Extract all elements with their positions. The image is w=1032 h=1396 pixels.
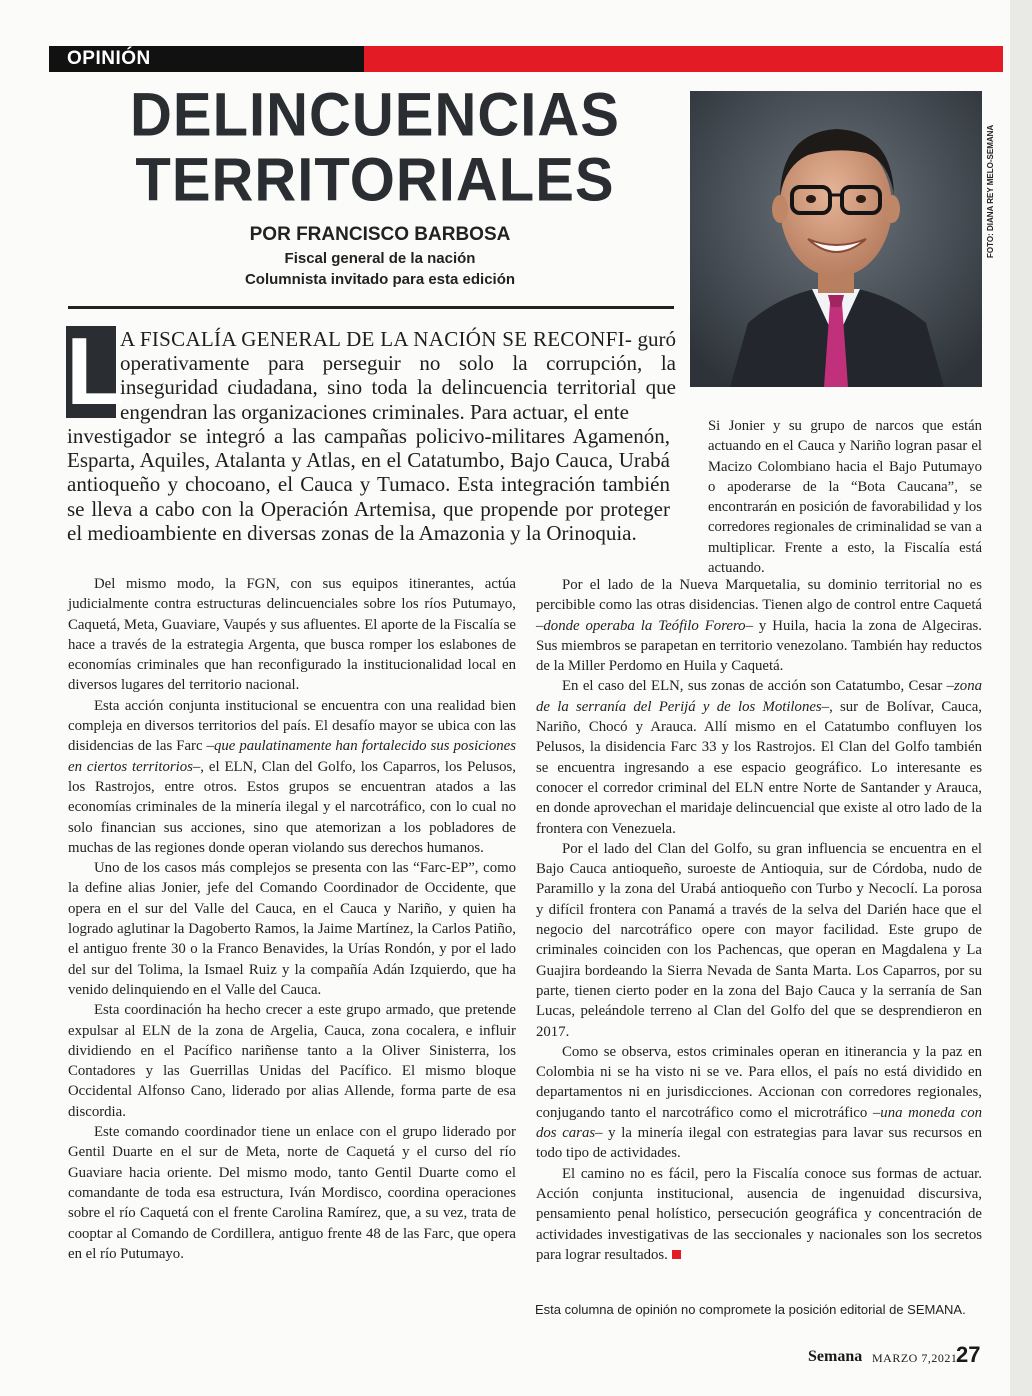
right-paragraph-3: Por el lado del Clan del Golfo, su gran influencia se encuentra en el Bajo Cauca antioqueño, suroeste de Antioquia, sur de Córdoba, nudo de Paramillo y la zona del Urabá antioqueño con Turbo y Necoclí. La porosa y difícil frontera con Panamá a través de la selva del Darién hace que el negocio del narcotráfico opere con mayor facilidad. Este grupo de criminales coinciden con los Pachencas, que operan en Magdalena y La Guajira bordeando la Sierra Nevada de Santa Marta. Los Caparros, por su parte, tienen cierto poder en la zona del Bajo Cauca y la serranía de San Lucas, peleándole terreno al Clan del Golfo del que se desprendieron en 2017. bbox=[536, 840, 982, 1040]
lead-caps: A FISCALÍA GENERAL DE LA NACIÓN SE RECONFI- bbox=[120, 327, 633, 351]
left-paragraph-4: Esta coordinación ha hecho crecer a este grupo armado, que pretende expulsar al ELN de la zona de Argelia, Cauca, zona cocalera, e influir dividiendo en el Pacífico nariñense tanto a la Oliver Sinisterra, los Contadores y las Guerrillas Unidas del Pacífico. El mismo bloque Occidental Alfonso Cano, liderado por alias Allende, forma parte de esa discordia. bbox=[68, 1002, 516, 1120]
headline-line-1: DELINCUENCIAS bbox=[130, 80, 620, 150]
header-rule bbox=[68, 306, 674, 309]
text-run: Por el lado de la Nueva Marquetalia, su dominio territorial no es percibible como las otras disidencias. Tienen algo de control entre Caquetá bbox=[536, 577, 982, 614]
section-label: OPINIÓN bbox=[67, 48, 151, 69]
left-paragraph-1: Del mismo modo, la FGN, con sus equipos itinerantes, actúa judicialmente contra estructuras delincuenciales sobre los ríos Putumayo, Caquetá, Meta, Guaviare, Vaupés y sus afluentes. El aporte de la Fiscalía se hace a través de la estrategia Argenta, que busca romper los eslabones de economías criminales que han reconfigurado la institucionalidad local en diversos lugares del territorio nacional. bbox=[68, 576, 516, 694]
issue-date: MARZO 7,2021 bbox=[872, 1351, 958, 1365]
author-note: Columnista invitado para esta edición bbox=[244, 271, 516, 288]
left-paragraph-5: Este comando coordinador tiene un enlace con el grupo liderado por Gentil Duarte en el sur de Meta, norte de Caquetá y el curso del río Guaviare hacia oriente. Del mismo modo, tanto Gentil Duarte como el comandante de toda esa estructura, Iván Mordisco, coordina operaciones sobre el río Caquetá con el frente Carolina Ramírez, que, a su vez, trata de cooptar al Comando de Cordillera, antiguo frente 48 de las Farc, que opera en el río Putumayo. bbox=[68, 1124, 516, 1262]
author-photo bbox=[690, 91, 982, 387]
portrait-illustration bbox=[690, 91, 982, 387]
section-bar bbox=[49, 46, 1003, 72]
drop-cap: L bbox=[66, 318, 125, 425]
photo-credit: FOTO: DIANA REY MELO-SEMANA bbox=[986, 124, 995, 258]
text-run: En el caso del ELN, sus zonas de acción son Catatumbo, Cesar bbox=[562, 678, 947, 695]
left-paragraph-2 bbox=[68, 696, 516, 858]
lead-paragraph-first bbox=[120, 327, 676, 424]
headline-line-2: TERRITORIALES bbox=[135, 145, 615, 215]
page-footer bbox=[808, 1344, 988, 1372]
text-run: y la minería ilegal con estrategias para lavar sus recursos en todo tipo de actividades. bbox=[536, 1125, 982, 1162]
page-edge bbox=[1010, 0, 1032, 1396]
right-top-paragraph: Si Jonier y su grupo de narcos que están actuando en el Cauca y Nariño logran pasar el Macizo Colombiano hacia el Bajo Putumayo o apoderarse de la “Bota Caucana”, se encontrarán en posición de favorabilidad y los corredores regionales de criminalidad se van a multiplicar. Frente a esto, la Fiscalía está actuando. bbox=[708, 418, 982, 577]
text-run: Esta acción conjunta institucional se encuentra con una realidad bien compleja en diversos territorios del país. El desafío mayor se ubica con las disidencias de las Farc bbox=[68, 697, 516, 755]
left-column bbox=[68, 574, 516, 1264]
left-paragraph-3: Uno de los casos más complejos se presenta con las “Farc-EP”, como la define alias Jonier, jefe del Comando Coordinador de Occidente, que opera en el sur del Valle del Cauca, en el Cauca y Nariño, y quien ha logrado aglutinar la Dagoberto Ramos, la Jaime Martínez, la Carlos Patiño, el antiguo frente 30 o la Franco Benavides, la Urías Rondón, y por el lado del sur del Tolima, la Ismael Ruiz y la compañía Adán Izquierdo, que ha venido delinquiendo en el Valle del Cauca. bbox=[68, 860, 516, 998]
right-paragraph-5 bbox=[536, 1164, 982, 1265]
right-column bbox=[536, 575, 982, 1265]
end-mark-icon bbox=[672, 1250, 681, 1259]
italic-aside: –que paulatinamente han fortalecido sus posiciones en ciertos territorios– bbox=[68, 738, 516, 775]
lead-paragraph-rest: investigador se integró a las campañas policivo-militares Agamenón, Esparta, Aquiles, Atalanta y Atlas, en el Catatumbo, Bajo Cauca, Urabá antioqueño y chocoano, el Cauca y Tumaco. Esta integración también se lleva a cabo con la Operación Artemisa, que propende por proteger el medioambiente en diversas zonas de la Amazonia y la Orinoquia. bbox=[67, 424, 670, 545]
text-run: Como se observa, estos criminales operan en itinerancia y la paz en Colombia ni se ha visto ni se ve. Para ellos, el país no está dividido en departamentos ni en jurisdicciones. Accionan con corredores regionales, conjugando tanto el narcotráfico como el microtráfico bbox=[536, 1043, 982, 1121]
italic-aside: –donde operaba la Teófilo Forero– bbox=[536, 617, 753, 634]
text-run: y Huila, hacia la zona de Algeciras. Sus miembros se parapetan en territorio venezolano. También hay reductos de la Miller Perdomo en Huila y Caquetá. bbox=[536, 617, 982, 675]
text-run: , sur de Bolívar, Cauca, Nariño, Chocó y Arauca. Allí mismo en el Catatumbo confluyen los Pelusos, la disidencia Farc 33 y los Rastrojos. El Clan del Golfo también se encuentra ingresando a ese espacio geográfico. Lo interesante es conocer el corredor criminal del ELN entre Norte de Santander y Arauca, en donde aprovechan el maridaje delincuencial que existe al otro lado de la frontera con Venezuela. bbox=[536, 698, 982, 837]
text-run: El camino no es fácil, pero la Fiscalía conoce sus formas de actuar. Acción conjunta institucional, ausencia de ingenuidad discursiva, pensamiento penal holístico, persecución geográfica y concentración de actividades investigativas de las seccionales y nacionales son los secretos para lograr resultados. bbox=[536, 1165, 982, 1263]
lead-first-rest: guró operativamente para perseguir no solo la corrupción, la inseguridad ciudadana, sino toda la delincuencia territorial que engendran las organizaciones criminales. Para actuar, el ente bbox=[120, 327, 676, 424]
author-role: Fiscal general de la nación bbox=[284, 250, 476, 267]
italic-aside: –una moneda con dos caras– bbox=[536, 1104, 982, 1142]
right-paragraph-2 bbox=[536, 676, 982, 838]
text-run: , el ELN, Clan del Golfo, los Caparros, los Pelusos, los Rastrojos, entre otros. Estos grupos se encuentran atados a las economías criminales de la minería ilegal y el narcotráfico, con lo cual no solo financian sus acciones, sino que atemorizan a los pobladores de muchas de las regiones donde operan violando sus derechos humanos. bbox=[68, 758, 516, 856]
page-number: 27 bbox=[956, 1342, 981, 1367]
author-byline: POR FRANCISCO BARBOSA bbox=[249, 224, 511, 245]
italic-aside: –zona de la serranía del Perijá y de los Motilones– bbox=[536, 678, 982, 715]
headline bbox=[120, 80, 630, 215]
disclaimer: Esta columna de opinión no compromete la posición editorial de SEMANA. bbox=[535, 1302, 966, 1317]
magazine-name: Semana bbox=[808, 1348, 863, 1365]
right-paragraph-1 bbox=[536, 575, 982, 676]
right-paragraph-4 bbox=[536, 1042, 982, 1164]
section-bar-red bbox=[364, 46, 1003, 72]
